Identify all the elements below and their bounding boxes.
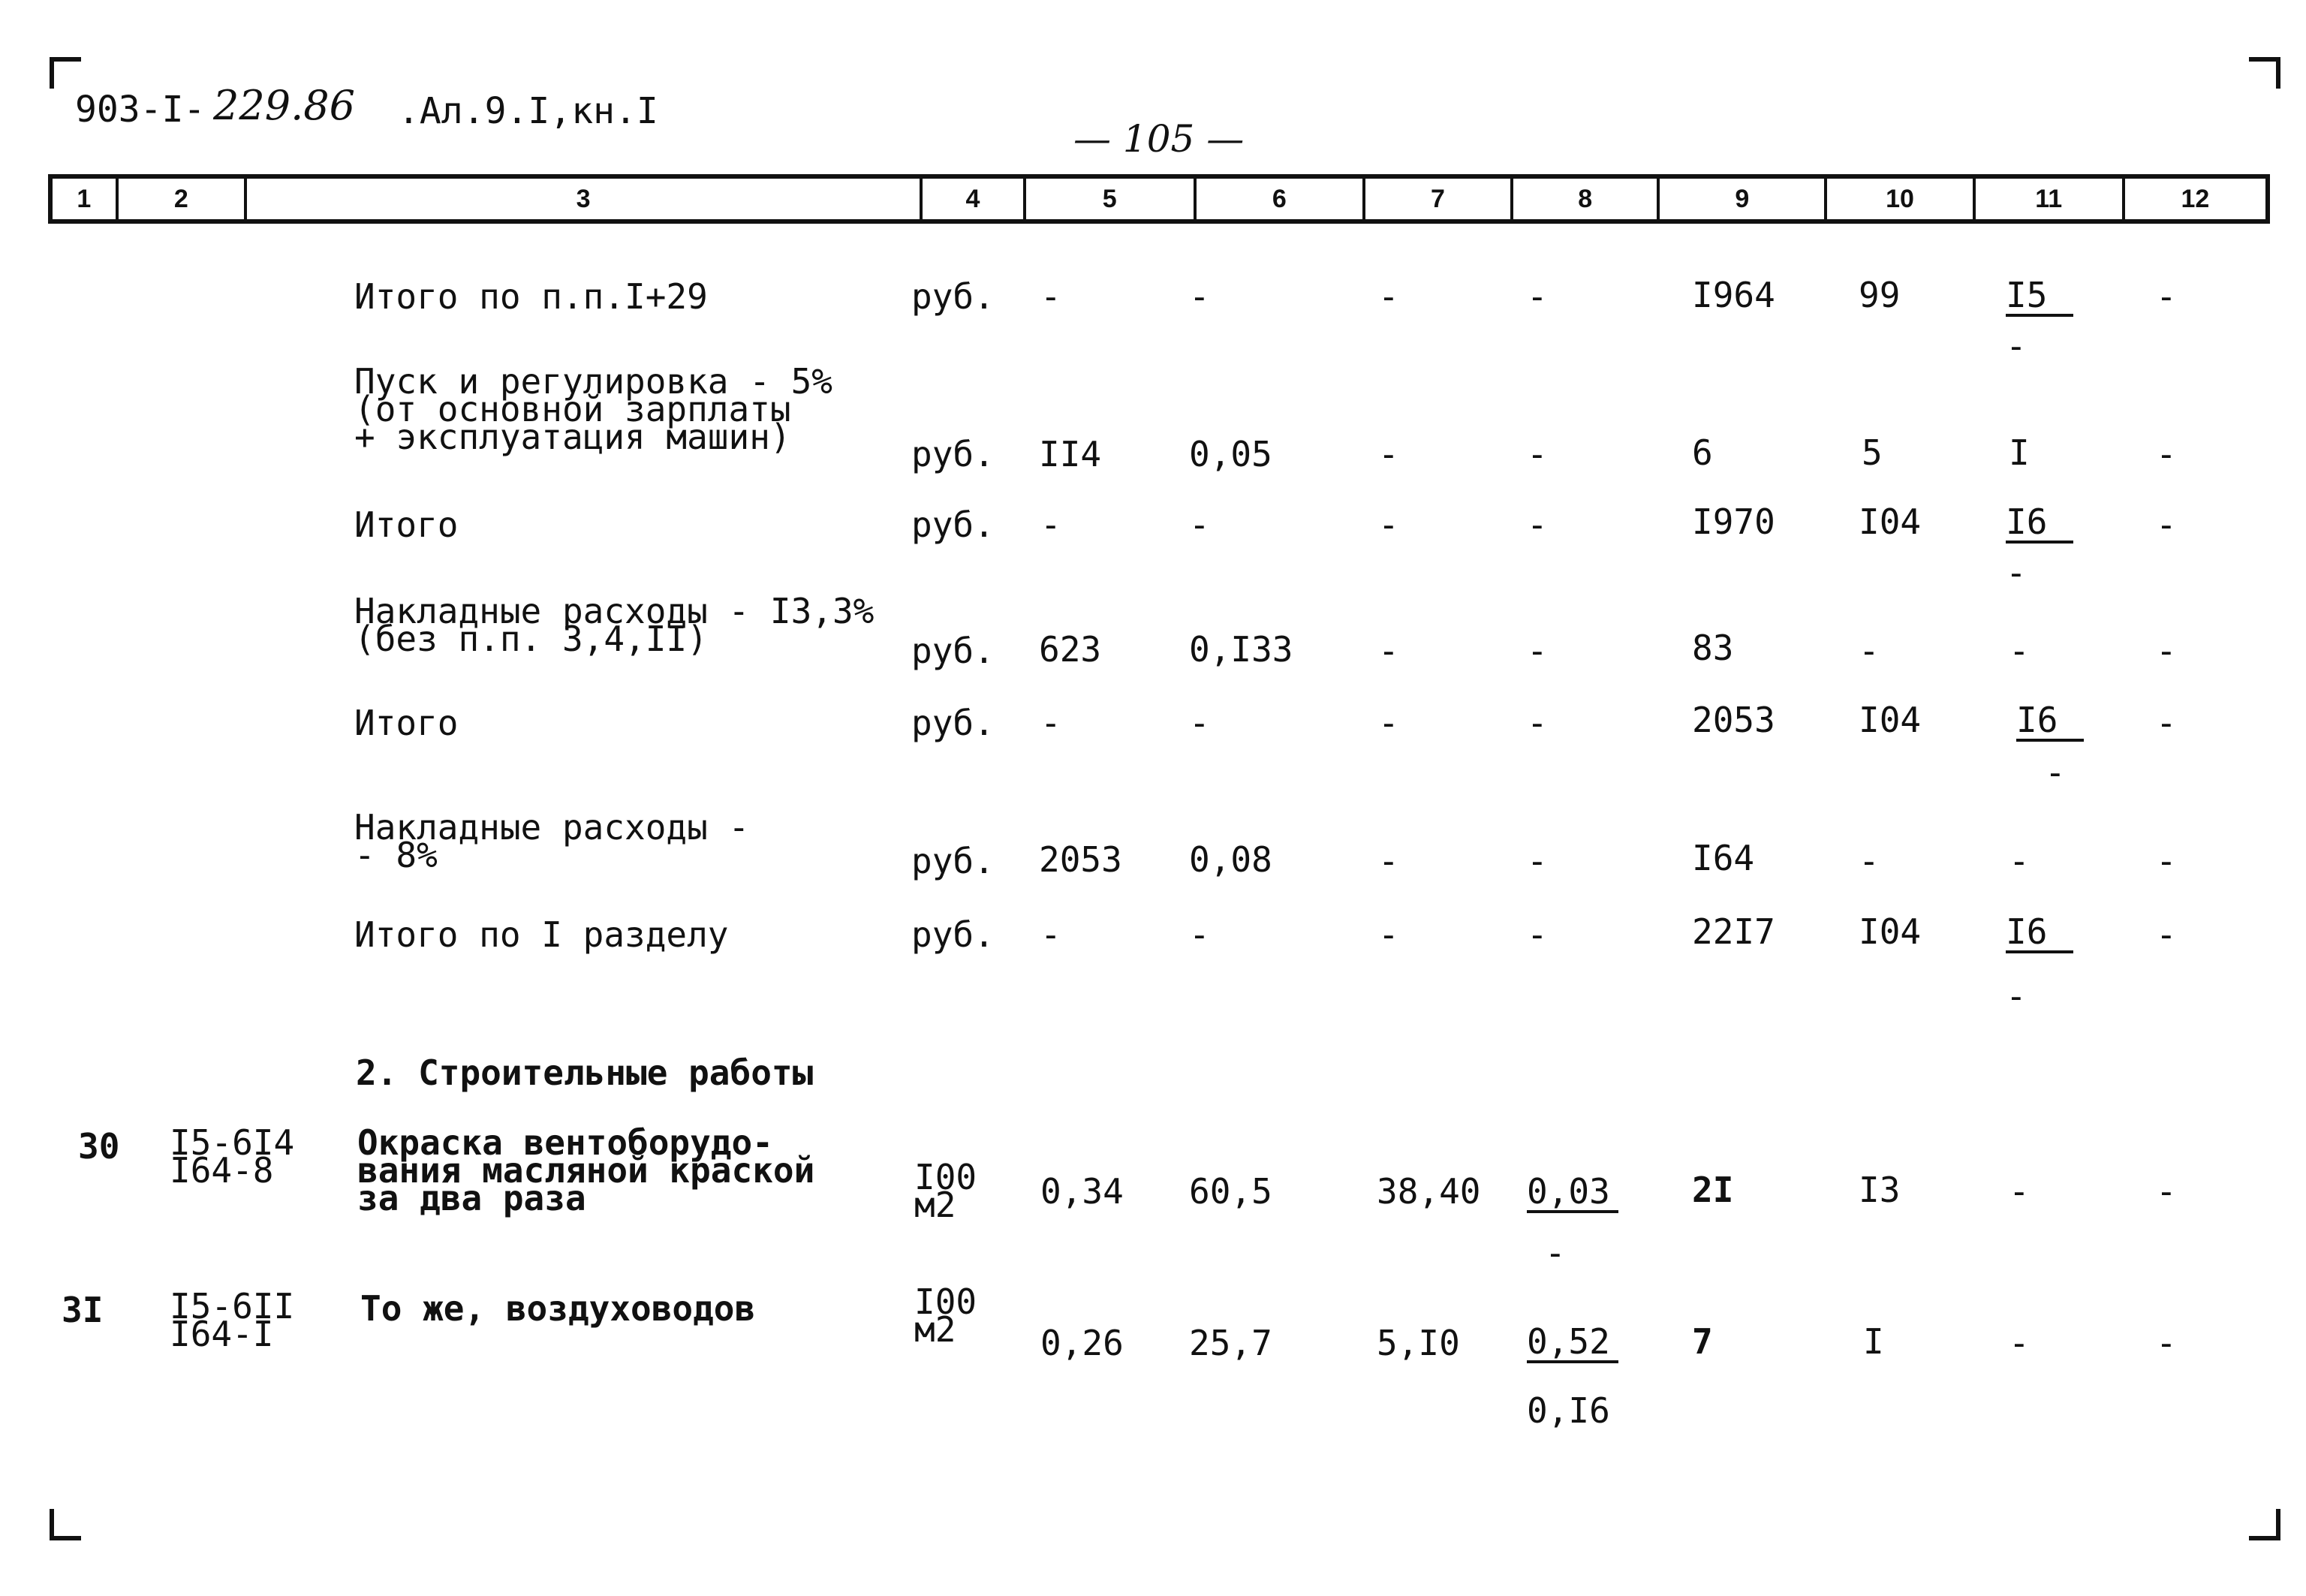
- cell-col9: I964: [1692, 275, 1775, 315]
- unit-cell: руб.: [911, 841, 995, 881]
- row-description: Итого: [354, 504, 459, 545]
- cell-col12: -: [2156, 434, 2177, 474]
- cell-col12: -: [2156, 914, 2177, 955]
- cell-col9: 22I7: [1692, 911, 1775, 952]
- cell-col6: 0,08: [1189, 839, 1272, 880]
- cell-col12: -: [2156, 276, 2177, 317]
- column-number-header: [48, 174, 2270, 224]
- cell-col8: -: [1527, 504, 1548, 545]
- column-header: 2: [119, 179, 247, 219]
- doc-code-handwritten: 229.86: [213, 82, 355, 129]
- cell-col11: -: [2009, 841, 2030, 881]
- cell-col10: -: [1859, 631, 1880, 671]
- doc-code-suffix: .Ал.9.I,кн.I: [398, 90, 658, 132]
- cell-col8-denominator: -: [1545, 1233, 1566, 1273]
- cell-col7: -: [1378, 914, 1399, 955]
- unit-cell: руб.: [911, 504, 995, 545]
- cell-col9: 2I: [1692, 1170, 1734, 1210]
- cell-col8: -: [1527, 914, 1548, 955]
- cell-col5: -: [1040, 276, 1061, 317]
- cell-col8: 0,03: [1527, 1174, 1618, 1213]
- row-description: Итого по I разделу: [354, 914, 729, 955]
- cell-col12: -: [2156, 841, 2177, 881]
- cell-col8: -: [1527, 703, 1548, 743]
- cell-col7: 38,40: [1377, 1171, 1481, 1212]
- column-header: 7: [1365, 179, 1513, 219]
- unit-cell: руб.: [911, 914, 995, 955]
- cell-col11-denominator: -: [2006, 976, 2027, 1016]
- cell-col6: 0,I33: [1189, 629, 1293, 670]
- corner-mark-bottom-right: [2249, 1509, 2280, 1540]
- unit-cell: руб.: [911, 276, 995, 317]
- cell-col5: 0,26: [1040, 1323, 1124, 1363]
- cell-col6: -: [1189, 504, 1210, 545]
- cell-col5: -: [1040, 703, 1061, 743]
- corner-mark-top-right: [2249, 57, 2280, 89]
- cell-col8: -: [1527, 276, 1548, 317]
- cell-col6: -: [1189, 914, 1210, 955]
- cell-col7: -: [1378, 841, 1399, 881]
- cell-col5: II4: [1039, 434, 1102, 474]
- row-description: Накладные расходы - - 8%: [354, 807, 750, 875]
- cell-col11: I5: [2006, 278, 2073, 317]
- column-header: 9: [1660, 179, 1827, 219]
- corner-mark-bottom-left: [50, 1509, 81, 1540]
- item-number: 3I: [62, 1290, 104, 1330]
- column-header: 12: [2181, 184, 2210, 213]
- cell-col6: 60,5: [1189, 1171, 1272, 1212]
- corner-mark-top-left: [50, 57, 81, 89]
- cell-col5: 623: [1039, 629, 1102, 670]
- cell-col12: -: [2156, 631, 2177, 671]
- cell-col5: -: [1040, 914, 1061, 955]
- column-header: 11: [1976, 179, 2125, 219]
- cell-col7: 5,I0: [1377, 1323, 1460, 1363]
- cell-col6: 0,05: [1189, 434, 1272, 474]
- unit-cell: руб.: [911, 631, 995, 671]
- column-header: 4: [923, 179, 1025, 219]
- unit-cell: руб.: [911, 434, 995, 474]
- cell-col8: -: [1527, 841, 1548, 881]
- cell-col6: -: [1189, 703, 1210, 743]
- unit-cell: руб.: [911, 703, 995, 743]
- item-code: I5-6I4 I64-8: [170, 1122, 295, 1191]
- cell-col8: -: [1527, 631, 1548, 671]
- column-header: 3: [247, 179, 923, 219]
- item-code: I5-6II I64-I: [170, 1286, 295, 1354]
- cell-col8: -: [1527, 434, 1548, 474]
- section-title: 2. Строительные работы: [356, 1052, 814, 1093]
- row-description: Накладные расходы - I3,3% (без п.п. 3,4,II): [354, 591, 875, 659]
- unit-cell: I00 м2: [914, 1157, 977, 1225]
- cell-col7: -: [1378, 434, 1399, 474]
- cell-col11-denominator: -: [2006, 326, 2027, 366]
- cell-col10: I04: [1859, 700, 1922, 740]
- unit-cell: I00 м2: [914, 1281, 977, 1350]
- cell-col5: 0,34: [1040, 1171, 1124, 1212]
- cell-col7: -: [1378, 631, 1399, 671]
- cell-col9: 2053: [1692, 700, 1775, 740]
- cell-col7: -: [1378, 504, 1399, 545]
- cell-col12: -: [2156, 504, 2177, 545]
- doc-code-prefix: 903-I-: [75, 89, 206, 131]
- cell-col12: -: [2156, 1323, 2177, 1363]
- page-number: — 105 —: [1073, 117, 1245, 161]
- cell-col8: 0,52: [1527, 1324, 1618, 1363]
- cell-col9: I64: [1692, 838, 1755, 878]
- cell-col11-denominator: -: [2006, 553, 2027, 593]
- cell-col9: 6: [1692, 432, 1713, 473]
- cell-col7: -: [1378, 703, 1399, 743]
- cell-col10: 5: [1862, 432, 1883, 473]
- cell-col10: I04: [1859, 911, 1922, 952]
- cell-col5: -: [1040, 504, 1061, 545]
- cell-col11: -: [2009, 1171, 2030, 1212]
- column-header: 6: [1197, 179, 1365, 219]
- row-description: Итого по п.п.I+29: [354, 276, 708, 317]
- cell-col8-denominator: 0,I6: [1527, 1390, 1610, 1431]
- cell-col12: -: [2156, 1171, 2177, 1212]
- cell-col5: 2053: [1039, 839, 1122, 880]
- cell-col11: I: [2009, 432, 2030, 473]
- cell-col7: -: [1378, 276, 1399, 317]
- cell-col11: I6: [2016, 703, 2084, 742]
- cell-col6: -: [1189, 276, 1210, 317]
- column-header: 8: [1513, 179, 1660, 219]
- column-header: 10: [1827, 179, 1975, 219]
- cell-col9: 83: [1692, 628, 1734, 668]
- row-description: Пуск и регулировка - 5% (от основной зарплаты + эксплуатация машин): [354, 361, 832, 457]
- cell-col10: I04: [1859, 501, 1922, 542]
- cell-col10: 99: [1859, 275, 1901, 315]
- cell-col11-denominator: -: [2045, 752, 2066, 793]
- cell-col11: I6: [2006, 504, 2073, 544]
- cell-col9: 7: [1692, 1321, 1713, 1362]
- cell-col12: -: [2156, 703, 2177, 743]
- cell-col11: -: [2009, 1323, 2030, 1363]
- cell-col9: I970: [1692, 501, 1775, 542]
- cell-col10: -: [1859, 841, 1880, 881]
- cell-col6: 25,7: [1189, 1323, 1272, 1363]
- column-header: 5: [1026, 179, 1197, 219]
- column-header: 1: [53, 179, 119, 219]
- row-description: Итого: [354, 703, 459, 743]
- item-description: То же, воздуховодов: [360, 1288, 756, 1329]
- cell-col11: -: [2009, 631, 2030, 671]
- cell-col10: I3: [1859, 1170, 1901, 1210]
- item-number: 30: [78, 1126, 120, 1167]
- cell-col11: I6: [2006, 914, 2073, 953]
- item-description: Окраска вентоборудо- вания масляной краской за два раза: [357, 1122, 815, 1218]
- cell-col10: I: [1863, 1321, 1884, 1362]
